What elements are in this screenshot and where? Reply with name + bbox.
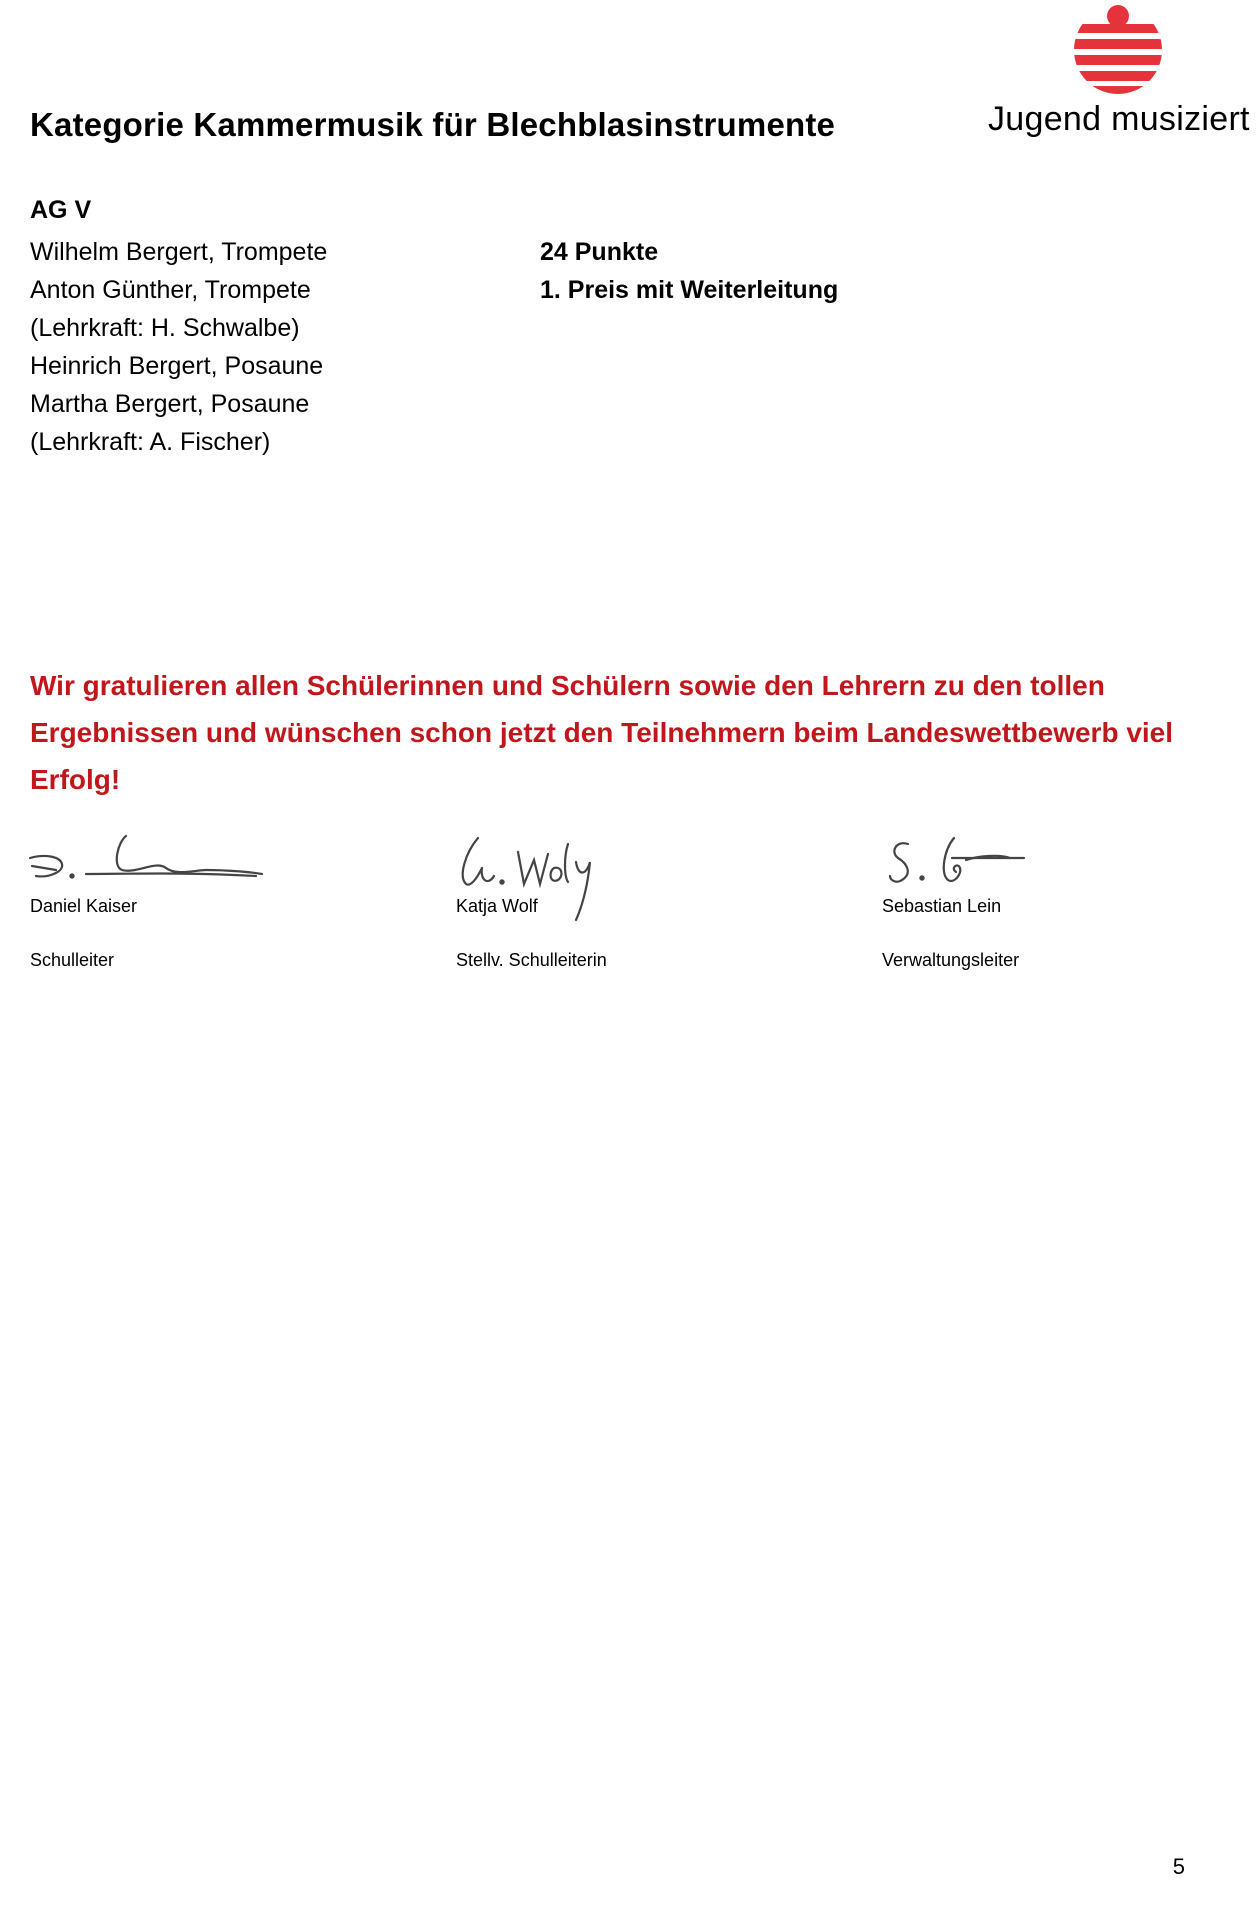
list-item: (Lehrkraft: H. Schwalbe) [30, 314, 300, 342]
logo-mark-icon [1070, 4, 1166, 96]
handwritten-signature-kaiser [26, 830, 266, 890]
signatory-role: Stellv. Schulleiterin [456, 950, 607, 970]
jugend-musiziert-logo [988, 0, 1250, 150]
group-label: AG V [30, 196, 92, 224]
list-item: Martha Bergert, Posaune [30, 390, 310, 418]
page-title: Kategorie Kammermusik für Blechblasinstrumente [30, 106, 836, 143]
signatory-name: Sebastian Lein [882, 896, 1002, 916]
signatory-name: Daniel Kaiser [30, 896, 138, 916]
handwritten-signature-lein [882, 834, 1042, 904]
member-list [30, 233, 327, 461]
signatory-role: Schulleiter [30, 950, 115, 970]
page-number: 5 [1172, 1854, 1185, 1879]
list-item: (Lehrkraft: A. Fischer) [30, 428, 271, 456]
congratulations-text: Wir gratulieren allen Schülerinnen und Schülern sowie den Lehrern zu den tollen Ergebnissen und wünschen schon jetzt den Teilnehmern beim Landeswettbewerb viel Erfolg! [30, 670, 1174, 795]
signatory-role: Verwaltungsleiter [882, 950, 1020, 970]
signatory-name: Katja Wolf [456, 896, 538, 916]
list-item: Heinrich Bergert, Posaune [30, 352, 324, 380]
prize-text: 1. Preis mit Weiterleitung [540, 276, 839, 304]
list-item: Wilhelm Bergert, Trompete [30, 238, 328, 266]
points-text: 24 Punkte [540, 238, 659, 266]
result-block [540, 233, 838, 309]
list-item: Anton Günther, Trompete [30, 276, 311, 304]
logo-text: Jugend musiziert [988, 100, 1250, 138]
